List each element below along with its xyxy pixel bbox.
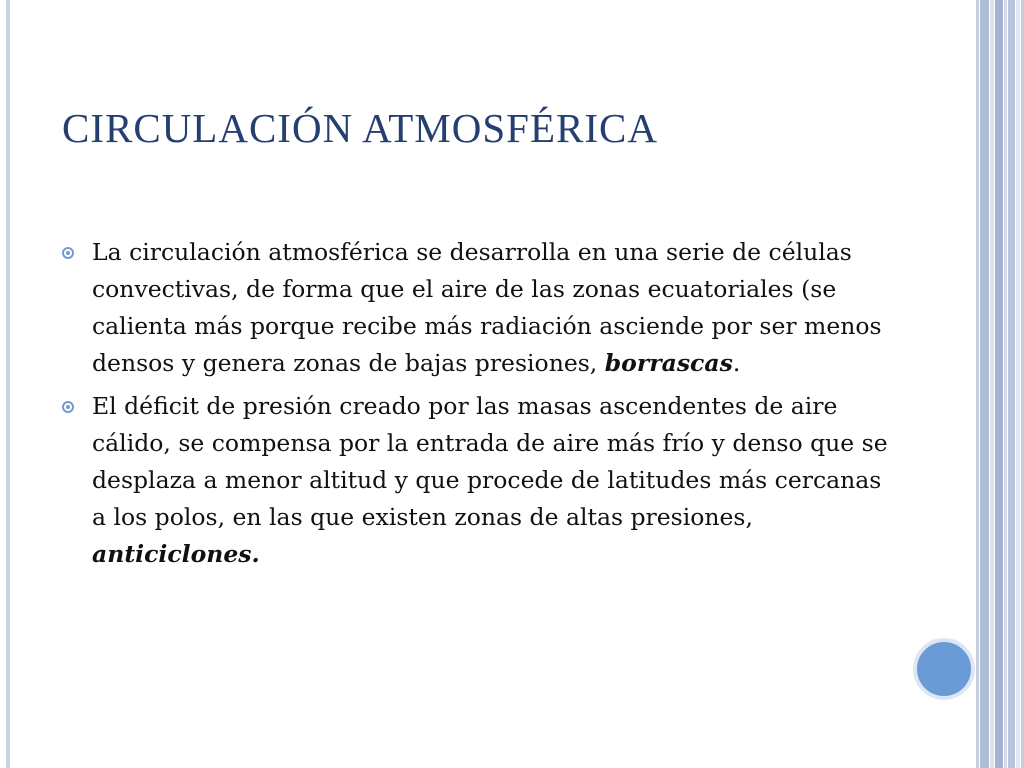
stripe [1016,0,1020,768]
decorative-circle-icon [913,638,975,700]
bullet-emphasis: anticiclones. [92,540,260,568]
bullet-text: La circulación atmosférica se desarrolla en una serie de células convectivas, de forma que el aire de las zonas ecuatoriales (se calienta más porque recibe más radiación asciende por ser menos densos y genera zonas de bajas presiones, [92,238,882,377]
slide-title: CIRCULACIÓN ATMOSFÉRICA [62,105,658,151]
stripe [980,0,989,768]
stripe [1004,0,1007,768]
bullet-circle-icon [62,401,74,413]
bullet-item [62,388,892,573]
stripe [990,0,994,768]
stripe [1008,0,1015,768]
right-decorative-stripes [976,0,1024,768]
bullet-emphasis: borrascas [604,349,733,377]
stripe [976,0,979,768]
bullet-text: El déficit de presión creado por las masas ascendentes de aire cálido, se compensa por la entrada de aire más frío y denso que se desplaza a menor altitud y que procede de latitudes más cercanas a los polos, en las que existen zonas de altas presiones, [92,392,888,531]
bullet-tail: . [732,349,741,377]
bullet-circle-icon [62,247,74,259]
left-frame-line [6,0,10,768]
stripe [995,0,1003,768]
bullet-item [62,234,892,382]
slide-body [62,234,892,579]
